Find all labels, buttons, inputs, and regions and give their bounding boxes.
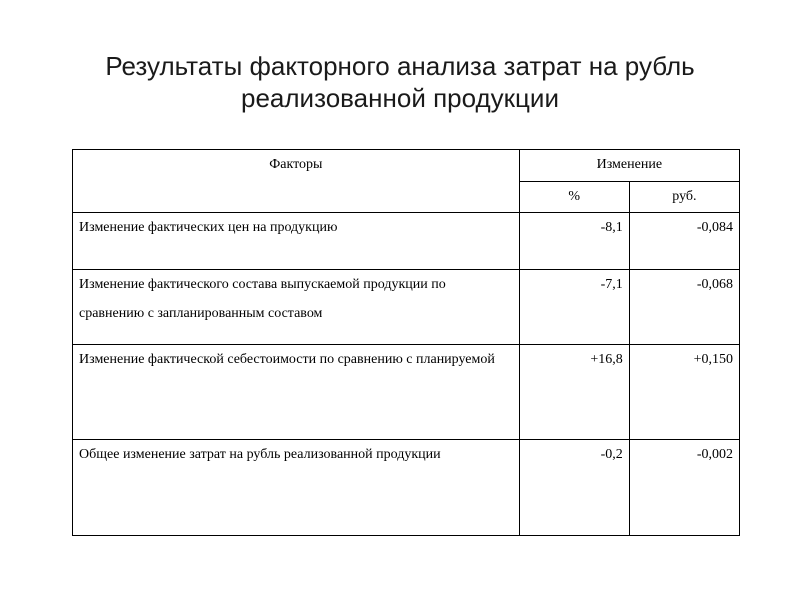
header-percent: % xyxy=(519,181,629,213)
percent-cell: -0,2 xyxy=(519,440,629,536)
table-row xyxy=(73,440,740,536)
factor-cell: Изменение фактического состава выпускаемой продукции по сравнению с запланированным составом xyxy=(73,270,520,345)
percent-cell: +16,8 xyxy=(519,345,629,440)
title-line-1: Результаты факторного анализа затрат на рубль xyxy=(105,51,695,81)
rub-cell: -0,084 xyxy=(629,213,739,270)
title-line-2: реализованной продукции xyxy=(241,83,559,113)
factor-cell: Изменение фактической себестоимости по сравнению с планируемой xyxy=(73,345,520,440)
header-rub: руб. xyxy=(629,181,739,213)
rub-cell: -0,068 xyxy=(629,270,739,345)
table-row xyxy=(73,345,740,440)
factor-cell: Изменение фактических цен на продукцию xyxy=(73,213,520,270)
table-row xyxy=(73,270,740,345)
percent-cell: -8,1 xyxy=(519,213,629,270)
factor-analysis-table xyxy=(72,149,740,536)
header-factors: Факторы xyxy=(73,150,520,213)
page-title xyxy=(0,50,800,114)
factor-cell: Общее изменение затрат на рубль реализованной продукции xyxy=(73,440,520,536)
header-change: Изменение xyxy=(519,150,739,182)
percent-cell: -7,1 xyxy=(519,270,629,345)
rub-cell: -0,002 xyxy=(629,440,739,536)
table-row xyxy=(73,213,740,270)
rub-cell: +0,150 xyxy=(629,345,739,440)
